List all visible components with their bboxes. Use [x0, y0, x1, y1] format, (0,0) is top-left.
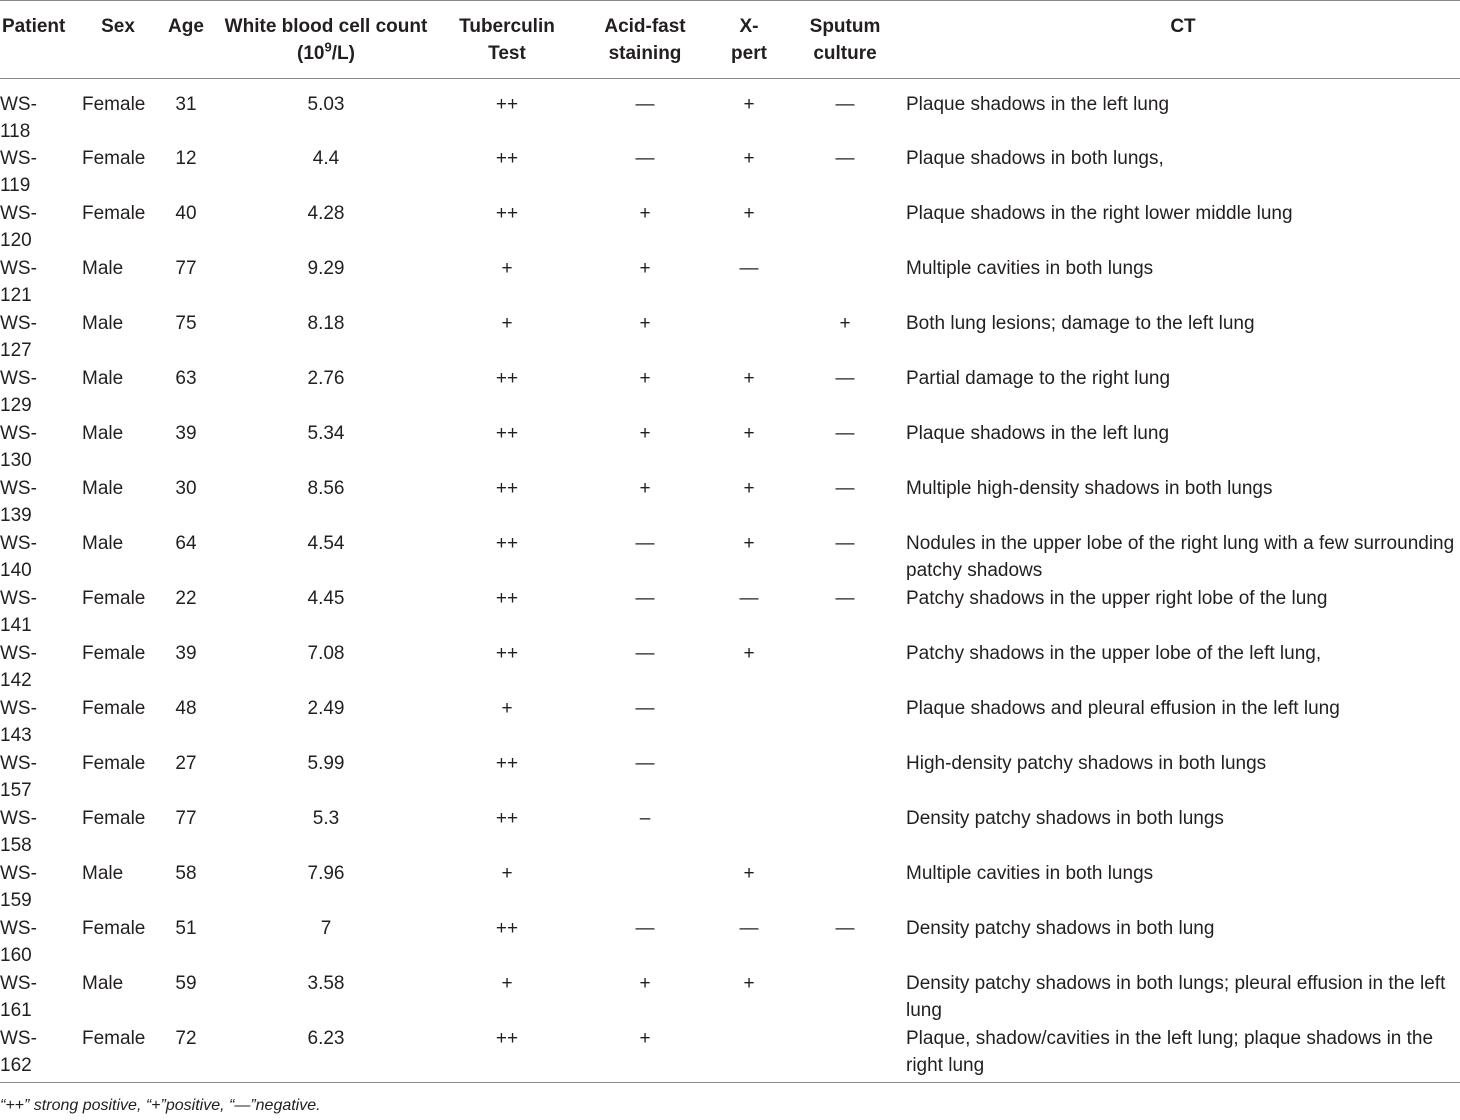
table-row	[0, 310, 1460, 365]
cell-xpert	[714, 1025, 784, 1083]
cell-age: 39	[175, 423, 197, 444]
header-wbc-sup: 9	[324, 39, 332, 55]
patient-id: WS- 161	[0, 973, 37, 1021]
cell-patient	[0, 1025, 78, 1083]
cell-age: 30	[175, 478, 197, 499]
cell-age: 27	[175, 753, 197, 774]
table-row	[0, 640, 1460, 695]
cell-sputum: —	[835, 94, 855, 115]
cell-age: 31	[175, 94, 197, 115]
cell-patient	[0, 970, 78, 1025]
table-row	[0, 420, 1460, 475]
cell-patient	[0, 200, 78, 255]
cell-sputum	[784, 860, 906, 915]
cell-acid-fast: +	[639, 973, 651, 994]
cell-xpert: +	[743, 863, 755, 884]
cell-wbc: 9.29	[307, 258, 345, 279]
table-row	[0, 970, 1460, 1025]
cell-ct: Multiple high-density shadows in both lungs	[906, 478, 1273, 499]
cell-xpert: +	[743, 203, 755, 224]
cell-tuberculin: +	[501, 258, 513, 279]
cell-wbc: 4.4	[312, 148, 340, 169]
patient-id: WS- 141	[0, 588, 37, 636]
cell-acid-fast: +	[639, 313, 651, 334]
cell-age: 58	[175, 863, 197, 884]
cell-wbc: 6.23	[214, 1025, 438, 1083]
header-wbc	[214, 1, 438, 79]
cell-age: 51	[175, 918, 197, 939]
cell-age: 77	[175, 258, 197, 279]
cell-wbc: 7	[320, 918, 332, 939]
cell-wbc: 8.56	[307, 478, 345, 499]
cell-wbc: 2.49	[307, 698, 345, 719]
cell-ct: Density patchy shadows in both lungs; pleural effusion in the left lung	[906, 973, 1446, 1021]
cell-acid-fast: —	[635, 533, 655, 554]
patient-id: WS- 118	[0, 94, 37, 142]
header-xpert: X-pert	[714, 1, 784, 79]
cell-sputum: —	[835, 423, 855, 444]
patient-id: WS- 127	[0, 313, 37, 361]
cell-sex: Female	[78, 1025, 158, 1083]
cell-wbc: 4.28	[307, 203, 345, 224]
cell-patient	[0, 640, 78, 695]
cell-age: 75	[175, 313, 197, 334]
cell-patient	[0, 79, 78, 146]
cell-age: 48	[175, 698, 197, 719]
header-wbc-line2	[214, 40, 438, 67]
table-footnote: “++” strong positive, “+”positive, “—”negative.	[0, 1097, 321, 1114]
cell-tuberculin: ++	[495, 478, 519, 499]
cell-sputum	[784, 640, 906, 695]
cell-patient	[0, 695, 78, 750]
cell-patient	[0, 310, 78, 365]
cell-tuberculin: ++	[495, 423, 519, 444]
cell-xpert: +	[743, 148, 755, 169]
cell-tuberculin: ++	[495, 94, 519, 115]
header-acid-fast: Acid-fast staining	[576, 1, 714, 79]
cell-xpert: —	[739, 588, 759, 609]
patient-id: WS- 121	[0, 258, 37, 306]
cell-sputum: —	[835, 148, 855, 169]
cell-patient	[0, 750, 78, 805]
cell-ct: Density patchy shadows in both lungs	[906, 808, 1224, 829]
cell-age: 12	[175, 148, 197, 169]
cell-xpert: —	[739, 258, 759, 279]
cell-xpert: +	[743, 368, 755, 389]
cell-ct: Multiple cavities in both lungs	[906, 863, 1154, 884]
cell-acid-fast: —	[635, 753, 655, 774]
cell-sex: Male	[82, 368, 124, 389]
cell-acid-fast: —	[635, 698, 655, 719]
cell-tuberculin: ++	[495, 643, 519, 664]
cell-sex: Female	[82, 203, 146, 224]
cell-acid-fast: —	[635, 94, 655, 115]
patient-id: WS- 157	[0, 753, 37, 801]
cell-xpert: +	[743, 533, 755, 554]
table-row	[0, 530, 1460, 585]
cell-sex: Female	[82, 808, 146, 829]
cell-age: 63	[175, 368, 197, 389]
table-header	[0, 1, 1460, 79]
cell-patient	[0, 145, 78, 200]
patient-id: WS- 119	[0, 148, 37, 196]
cell-xpert: +	[743, 643, 755, 664]
header-ct: CT	[906, 1, 1460, 79]
cell-wbc: 2.76	[307, 368, 345, 389]
patient-id: WS- 129	[0, 368, 37, 416]
header-sputum: Sputum culture	[784, 1, 906, 79]
header-age: Age	[158, 1, 214, 79]
cell-age: 64	[175, 533, 197, 554]
cell-sputum	[784, 200, 906, 255]
cell-tuberculin: +	[501, 313, 513, 334]
cell-ct: Plaque shadows in the left lung	[906, 423, 1170, 444]
cell-ct: Plaque shadows in the right lower middle lung	[906, 203, 1293, 224]
cell-ct: Patchy shadows in the upper lobe of the left lung,	[906, 643, 1322, 664]
cell-sex: Female	[82, 643, 146, 664]
header-tuberculin: Tuberculin Test	[438, 1, 576, 79]
header-patient: Patient	[0, 1, 78, 79]
cell-tuberculin: +	[501, 698, 513, 719]
cell-xpert	[714, 805, 784, 860]
table-row	[0, 255, 1460, 310]
cell-wbc: 4.45	[307, 588, 345, 609]
header-wbc-prefix: (10	[297, 43, 325, 64]
header-wbc-suffix: /L)	[331, 43, 355, 64]
cell-sputum	[784, 695, 906, 750]
table-row	[0, 860, 1460, 915]
cell-age: 39	[175, 643, 197, 664]
cell-tuberculin: ++	[495, 753, 519, 774]
cell-sex: Female	[82, 588, 146, 609]
cell-patient	[0, 365, 78, 420]
cell-sex: Male	[82, 533, 124, 554]
cell-sex: Male	[82, 313, 124, 334]
cell-age: 77	[175, 808, 197, 829]
patient-id: WS- 142	[0, 643, 37, 691]
cell-wbc: 5.34	[307, 423, 345, 444]
cell-wbc: 7.96	[307, 863, 345, 884]
cell-tuberculin: +	[501, 863, 513, 884]
cell-sputum	[784, 970, 906, 1025]
cell-tuberculin: ++	[495, 533, 519, 554]
cell-ct: High-density patchy shadows in both lungs	[906, 753, 1267, 774]
patient-id: WS- 159	[0, 863, 37, 911]
cell-tuberculin: ++	[495, 808, 519, 829]
cell-patient	[0, 915, 78, 970]
cell-ct: Patchy shadows in the upper right lobe of the lung	[906, 588, 1328, 609]
cell-patient	[0, 805, 78, 860]
table-row	[0, 200, 1460, 255]
cell-sex: Male	[82, 973, 124, 994]
cell-sex: Male	[82, 423, 124, 444]
cell-sputum	[784, 255, 906, 310]
patient-id: WS- 160	[0, 918, 37, 966]
cell-age: 22	[175, 588, 197, 609]
patient-id: WS- 130	[0, 423, 37, 471]
cell-sputum: +	[839, 313, 851, 334]
cell-sex: Female	[82, 94, 146, 115]
cell-acid-fast: +	[639, 423, 651, 444]
cell-patient	[0, 475, 78, 530]
header-wbc-line1: White blood cell count	[224, 16, 428, 37]
cell-wbc: 5.99	[307, 753, 345, 774]
cell-ct: Both lung lesions; damage to the left lung	[906, 313, 1255, 334]
patient-id: WS- 158	[0, 808, 37, 856]
table-row	[0, 1025, 1460, 1083]
cell-ct: Nodules in the upper lobe of the right lung with a few surrounding patchy shadows	[906, 533, 1455, 581]
patient-id: WS- 139	[0, 478, 37, 526]
cell-wbc: 8.18	[307, 313, 345, 334]
cell-acid-fast: +	[576, 1025, 714, 1083]
cell-sputum	[784, 750, 906, 805]
cell-wbc: 5.03	[307, 94, 345, 115]
cell-sputum: —	[835, 533, 855, 554]
cell-sputum: —	[835, 588, 855, 609]
cell-xpert: +	[743, 423, 755, 444]
cell-tuberculin: ++	[438, 1025, 576, 1083]
cell-xpert: +	[743, 973, 755, 994]
cell-patient	[0, 420, 78, 475]
cell-wbc: 5.3	[312, 808, 340, 829]
cell-xpert: —	[739, 918, 759, 939]
cell-tuberculin: ++	[495, 203, 519, 224]
cell-ct: Plaque shadows and pleural effusion in the left lung	[906, 698, 1340, 719]
cell-sex: Male	[82, 863, 124, 884]
cell-age: 72	[158, 1025, 214, 1083]
cell-xpert	[714, 750, 784, 805]
cell-ct: Plaque, shadow/cavities in the left lung; plaque shadows in the right lung	[906, 1025, 1460, 1083]
patient-id: WS- 120	[0, 203, 37, 251]
cell-acid-fast: —	[635, 588, 655, 609]
patient-id: WS- 162	[0, 1028, 37, 1076]
cell-acid-fast: —	[635, 148, 655, 169]
cell-wbc: 3.58	[307, 973, 345, 994]
header-sex: Sex	[78, 1, 158, 79]
cell-xpert: +	[743, 478, 755, 499]
cell-tuberculin: ++	[495, 588, 519, 609]
cell-sputum	[784, 805, 906, 860]
cell-sputum: —	[835, 478, 855, 499]
table-row	[0, 750, 1460, 805]
cell-ct: Plaque shadows in the left lung	[906, 94, 1170, 115]
cell-age: 59	[175, 973, 197, 994]
cell-tuberculin: ++	[495, 368, 519, 389]
cell-acid-fast: —	[635, 918, 655, 939]
cell-sputum	[784, 1025, 906, 1083]
cell-ct: Density patchy shadows in both lung	[906, 918, 1215, 939]
cell-xpert: +	[743, 94, 755, 115]
cell-sex: Male	[82, 478, 124, 499]
table-row	[0, 805, 1460, 860]
table-row	[0, 585, 1460, 640]
cell-patient	[0, 530, 78, 585]
cell-sputum: —	[835, 918, 855, 939]
cell-xpert	[714, 310, 784, 365]
cell-acid-fast: +	[639, 258, 651, 279]
cell-tuberculin: ++	[495, 148, 519, 169]
cell-acid-fast: –	[639, 808, 651, 829]
cell-sex: Female	[82, 753, 146, 774]
cell-acid-fast: +	[639, 478, 651, 499]
cell-acid-fast	[576, 860, 714, 915]
table-row	[0, 365, 1460, 420]
cell-patient	[0, 585, 78, 640]
patient-id: WS- 143	[0, 698, 37, 746]
table-row	[0, 145, 1460, 200]
cell-sex: Female	[82, 148, 146, 169]
header-row	[0, 1, 1460, 79]
cell-ct: Plaque shadows in both lungs,	[906, 148, 1164, 169]
cell-patient	[0, 860, 78, 915]
cell-sex: Female	[82, 918, 146, 939]
table-row	[0, 695, 1460, 750]
cell-acid-fast: +	[639, 203, 651, 224]
cell-acid-fast: —	[635, 643, 655, 664]
cell-ct: Partial damage to the right lung	[906, 368, 1171, 389]
cell-age: 40	[175, 203, 197, 224]
cell-wbc: 4.54	[307, 533, 345, 554]
cell-tuberculin: +	[501, 973, 513, 994]
cell-sex: Male	[82, 258, 124, 279]
cell-patient	[0, 255, 78, 310]
cell-xpert	[714, 695, 784, 750]
cell-tuberculin: ++	[495, 918, 519, 939]
cell-ct: Multiple cavities in both lungs	[906, 258, 1154, 279]
table-row	[0, 79, 1460, 146]
table-row	[0, 475, 1460, 530]
patient-id: WS- 140	[0, 533, 37, 581]
table-row	[0, 915, 1460, 970]
cell-sputum: —	[835, 368, 855, 389]
cell-acid-fast: +	[639, 368, 651, 389]
cell-sex: Female	[82, 698, 146, 719]
table-body	[0, 79, 1460, 1083]
cell-wbc: 7.08	[307, 643, 345, 664]
